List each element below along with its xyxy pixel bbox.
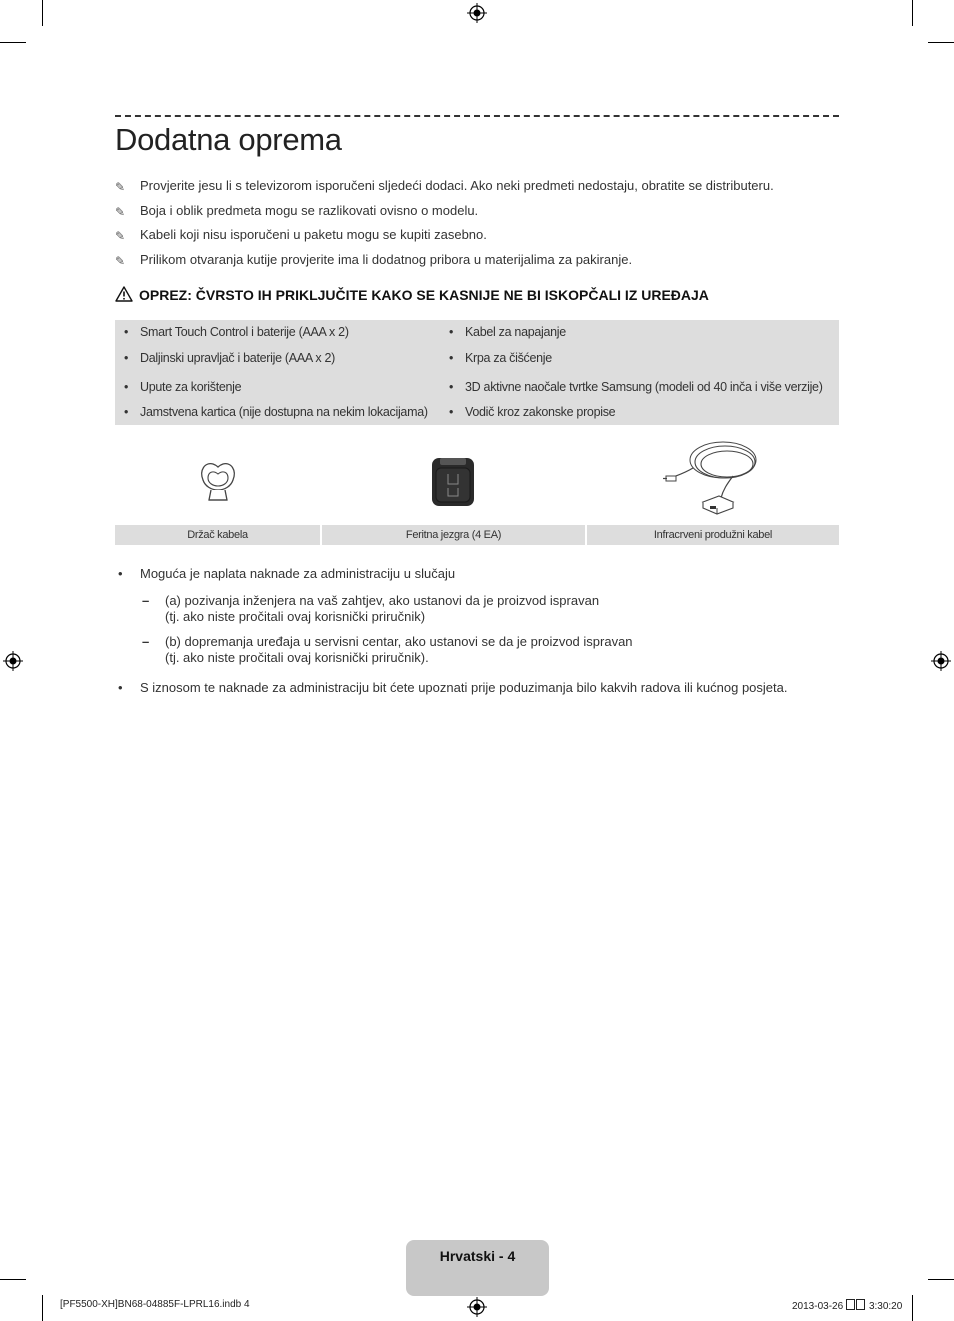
crop-mark	[0, 1279, 26, 1280]
accessory-item: • 3D aktivne naočale tvrtke Samsung (modeli od 40 inča i više verzije)	[449, 380, 823, 394]
notes-list	[115, 178, 839, 276]
accessory-item: • Daljinski upravljač i baterije (AAA x 2)	[124, 351, 336, 365]
print-date: 2013-03-26	[792, 1301, 846, 1312]
accessory-item: • Kabel za napajanje	[449, 325, 566, 339]
fee-dash: –	[142, 593, 150, 608]
caption-ir-cable: Infracrveni produžni kabel	[653, 529, 773, 541]
fee-bullet: •	[118, 680, 123, 695]
print-timestamp	[792, 1299, 902, 1312]
registration-mark-icon	[931, 651, 951, 671]
fee-intro: Moguća je naplata naknade za administraciju u slučaju	[140, 566, 456, 581]
crop-mark	[42, 0, 43, 26]
accessory-item: • Vodič kroz zakonske propise	[449, 405, 616, 419]
fee-case-a: (a) pozivanja inženjera na vaš zahtjev, ako ustanovi da je proizvod ispravan	[165, 593, 600, 608]
registration-mark-icon	[467, 1297, 487, 1317]
crop-mark	[0, 42, 26, 43]
print-time: 3:30:20	[868, 1301, 903, 1312]
crop-mark	[912, 0, 913, 26]
note-item: ✎ Boja i oblik predmeta mogu se razlikovati ovisno o modelu.	[115, 202, 479, 219]
fee-case-b: (b) dopremanja uređaja u servisni centar, ako ustanovi se da je proizvod ispravan	[165, 634, 633, 649]
note-item: ✎ Kabeli koji nisu isporučeni u paketu mogu se kupiti zasebno.	[115, 227, 487, 243]
note-item: ✎ Prilikom otvaranja kutije provjerite ima li dodatnog pribora u materijalima za pakiranje.	[115, 251, 633, 268]
file-slug: [PF5500-XH]BN68-04885F-LPRL16.indb 4	[60, 1299, 250, 1310]
crop-mark	[928, 1279, 954, 1280]
fee-notice: S iznosom te naknade za administraciju bit ćete upoznati prije poduzimanja bilo kakvih radova ili kućnog posjeta.	[140, 680, 788, 695]
caption-ferrite-core: Feritna jezgra (4 EA)	[322, 525, 587, 545]
warning-triangle-icon	[115, 286, 133, 302]
page-title: Dodatna oprema	[115, 122, 342, 157]
accessory-item: • Jamstvena kartica (nije dostupna na nekim lokacijama)	[124, 405, 428, 419]
unknown-glyph-icon	[846, 1299, 855, 1310]
registration-mark-icon	[467, 3, 487, 23]
dashed-rule	[115, 115, 839, 117]
note-pencil-icon: ✎	[115, 253, 126, 268]
fee-case-a-note: (tj. ako niste pročitali ovaj korisnički priručnik)	[165, 609, 426, 624]
ferrite-core-icon	[430, 456, 476, 508]
captions-bar	[115, 525, 839, 545]
note-pencil-icon: ✎	[115, 180, 126, 194]
page-label: Hrvatski - 4	[439, 1248, 516, 1264]
fee-dash: –	[142, 634, 150, 649]
page-number-tab	[406, 1240, 549, 1296]
note-pencil-icon: ✎	[115, 204, 126, 219]
accessory-item: • Upute za korištenje	[124, 380, 242, 394]
unknown-glyph-icon	[856, 1299, 865, 1310]
accessory-item: • Smart Touch Control i baterije (AAA x 2)	[124, 325, 349, 339]
accessory-images	[115, 436, 839, 524]
ir-extender-cable-icon	[663, 440, 763, 522]
crop-mark	[42, 1295, 43, 1321]
cable-holder-icon	[195, 458, 241, 504]
registration-mark-icon	[3, 651, 23, 671]
caption-cable-holder: Držač kabela	[115, 525, 322, 545]
fee-bullet: •	[118, 566, 123, 581]
accessory-item: • Krpa za čišćenje	[449, 351, 552, 365]
crop-mark	[912, 1295, 913, 1321]
note-pencil-icon: ✎	[115, 229, 126, 243]
crop-mark	[928, 42, 954, 43]
fee-case-b-note: (tj. ako niste pročitali ovaj korisnički priručnik).	[165, 650, 429, 665]
caution-heading: OPREZ: ČVRSTO IH PRIKLJUČITE KAKO SE KASNIJE NE BI ISKOPČALI IZ UREĐAJA	[115, 286, 709, 303]
accessories-box	[115, 320, 839, 425]
note-item: ✎ Provjerite jesu li s televizorom isporučeni sljedeći dodaci. Ako neki predmeti nedostaju, obratite se distributeru.	[115, 178, 774, 194]
